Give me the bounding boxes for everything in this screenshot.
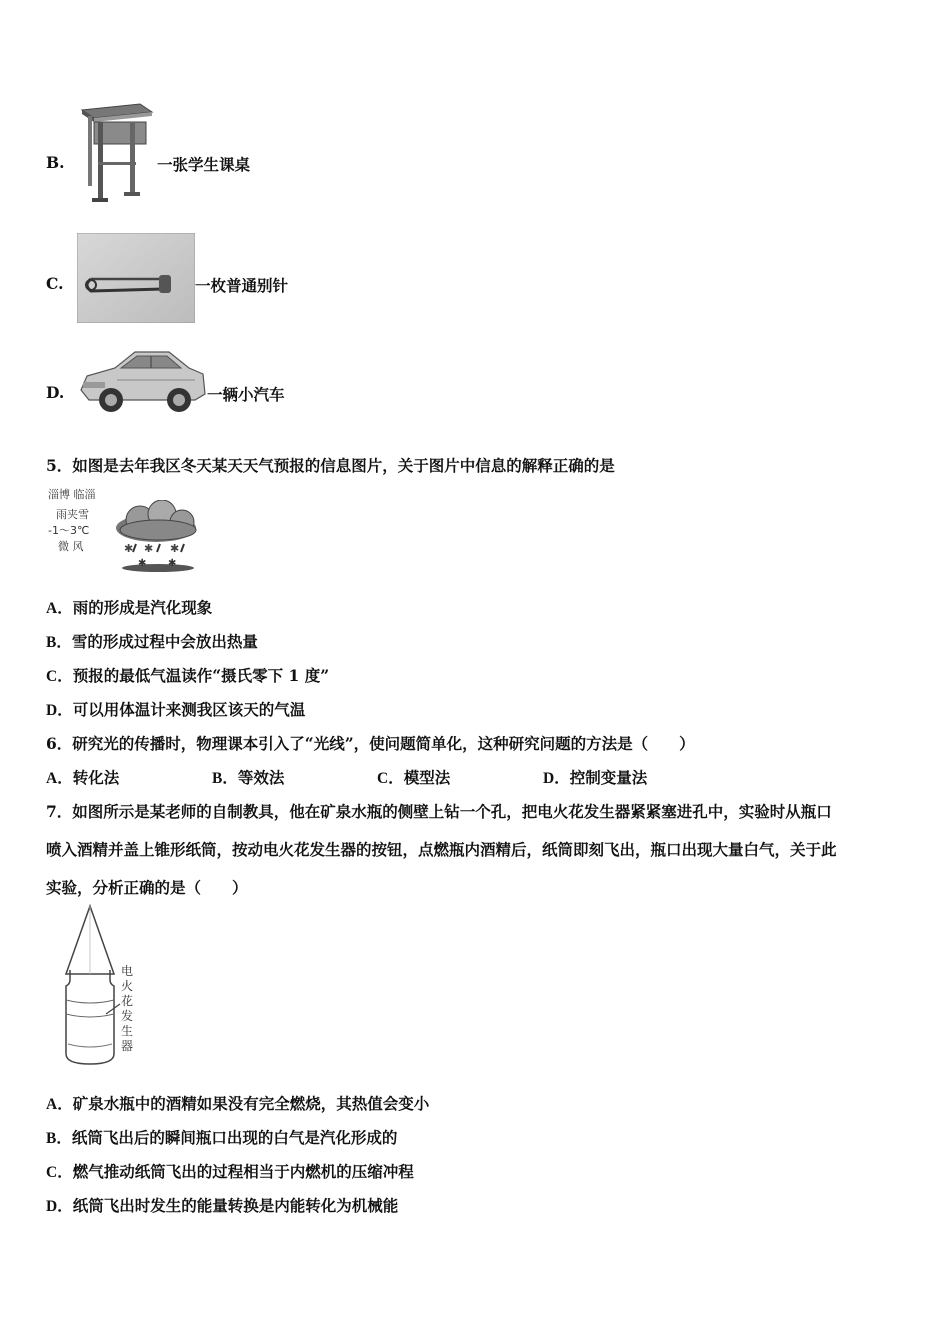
option-a: A．雨的形成是汽化现象 [46, 598, 213, 617]
svg-text:✱: ✱ [138, 558, 147, 569]
option-c: C．燃气推动纸筒飞出的过程相当于内燃机的压缩冲程 [46, 1162, 414, 1181]
generator-label-3: 花 [120, 994, 133, 1008]
svg-text:✱: ✱ [170, 542, 180, 555]
question-stem: 6．研究光的传播时，物理课本引入了“光线”，使问题简单化，这种研究问题的方法是（ ） [46, 734, 695, 753]
option-a: A．转化法 [46, 768, 120, 787]
bottle-with-cone-image [58, 904, 128, 1068]
option-caption: 一枚普通别针 [195, 276, 289, 295]
option-caption: 一辆小汽车 [207, 385, 285, 404]
forecast-locations: 淄博 临淄 [48, 488, 96, 501]
option-d: D．控制变量法 [543, 768, 648, 787]
option-b: B．纸筒飞出后的瞬间瓶口出现的白气是汽化形成的 [46, 1128, 398, 1147]
option-letter: C. [46, 274, 64, 293]
safety-pin-image [77, 233, 195, 323]
option-b: B．等效法 [212, 768, 285, 787]
forecast-wind: 微 风 [58, 540, 84, 553]
option-a: A．矿泉水瓶中的酒精如果没有完全燃烧，其热值会变小 [46, 1094, 430, 1113]
generator-label-1: 电 [120, 964, 133, 978]
option-caption: 一张学生课桌 [157, 155, 251, 174]
question-stem-line-3: 实验，分析正确的是（ ） [46, 878, 248, 897]
student-desk-image [78, 102, 154, 204]
question-stem: 5．如图是去年我区冬天某天天气预报的信息图片，关于图片中信息的解释正确的是 [46, 456, 615, 475]
generator-label-5: 生 [120, 1024, 133, 1038]
generator-label-4: 发 [120, 1009, 133, 1023]
option-c: C．预报的最低气温读作“摄氏零下 1 度” [46, 666, 330, 685]
option-d: D．纸筒飞出时发生的能量转换是内能转化为机械能 [46, 1196, 399, 1215]
option-letter: B. [46, 153, 65, 172]
svg-text:✱: ✱ [124, 542, 134, 555]
question-stem-line-1: 7．如图所示是某老师的自制教具，他在矿泉水瓶的侧壁上钻一个孔，把电火花发生器紧紧塞进孔中，实验时从瓶口 [46, 802, 832, 821]
svg-text:✱: ✱ [144, 542, 154, 555]
generator-label-6: 器 [120, 1039, 133, 1053]
sleet-cloud-icon [110, 500, 202, 574]
car-image [77, 344, 207, 420]
generator-label-2: 火 [120, 979, 133, 993]
forecast-temperature: -1～3℃ [48, 524, 90, 537]
question-stem-line-2: 喷入酒精并盖上锥形纸筒，按动电火花发生器的按钮，点燃瓶内酒精后，纸筒即刻飞出，瓶口出现大量白气，关于此 [46, 840, 837, 859]
forecast-condition: 雨夹雪 [56, 508, 89, 521]
option-letter: D. [46, 383, 65, 402]
option-b: B．雪的形成过程中会放出热量 [46, 632, 258, 651]
option-c: C．模型法 [377, 768, 451, 787]
option-d: D．可以用体温计来测我区该天的气温 [46, 700, 306, 719]
svg-text:✱: ✱ [168, 558, 177, 569]
